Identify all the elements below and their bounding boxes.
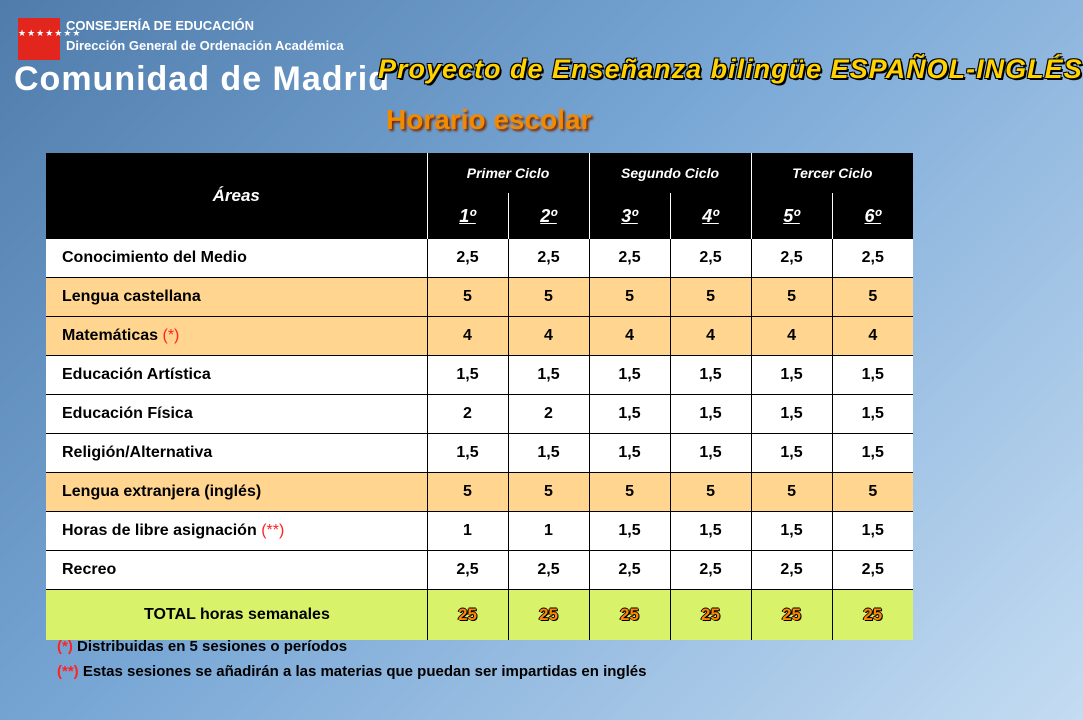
grade-header: 2º bbox=[508, 193, 589, 239]
cycle-header-1: Primer Ciclo bbox=[427, 153, 589, 193]
total-cell bbox=[832, 590, 913, 641]
total-value: 25 bbox=[701, 605, 720, 624]
subject-footnote-mark: (**) bbox=[261, 522, 285, 539]
hours-cell: 2,5 bbox=[670, 239, 751, 278]
hours-cell: 5 bbox=[508, 473, 589, 512]
hours-cell: 2,5 bbox=[751, 239, 832, 278]
hours-cell: 1,5 bbox=[832, 356, 913, 395]
subject-name-cell bbox=[46, 473, 427, 512]
subject-name: Educación Física bbox=[62, 405, 193, 422]
hours-cell: 4 bbox=[589, 317, 670, 356]
subject-footnote-mark: (*) bbox=[162, 327, 180, 344]
project-title: Proyecto de Enseñanza bilingüe ESPAÑOL-INGLÉS bbox=[378, 54, 1083, 84]
total-cell bbox=[751, 590, 832, 641]
hours-cell: 5 bbox=[832, 473, 913, 512]
hours-cell: 1 bbox=[508, 512, 589, 551]
hours-cell: 1,5 bbox=[508, 434, 589, 473]
subject-row bbox=[46, 278, 913, 317]
footnote-text: Estas sesiones se añadirán a las materias que puedan ser impartidas en inglés bbox=[78, 663, 647, 680]
hours-cell: 2 bbox=[427, 395, 508, 434]
hours-cell: 4 bbox=[832, 317, 913, 356]
total-value: 25 bbox=[539, 605, 558, 624]
footnote-1 bbox=[57, 638, 347, 655]
footnote-2 bbox=[57, 663, 646, 680]
grade-header: 1º bbox=[427, 193, 508, 239]
subject-name-cell bbox=[46, 278, 427, 317]
madrid-flag-logo bbox=[18, 18, 82, 60]
subject-name: Religión/Alternativa bbox=[62, 444, 213, 461]
org-line-1: CONSEJERÍA DE EDUCACIÓN bbox=[66, 18, 255, 33]
hours-cell: 5 bbox=[427, 473, 508, 512]
page-title: Horario escolar bbox=[386, 104, 592, 135]
subject-name: Recreo bbox=[62, 561, 117, 578]
schedule-table bbox=[46, 153, 913, 640]
hours-cell: 4 bbox=[508, 317, 589, 356]
subject-name-cell bbox=[46, 395, 427, 434]
subject-row bbox=[46, 317, 913, 356]
total-cell bbox=[508, 590, 589, 641]
subject-name: Conocimiento del Medio bbox=[62, 249, 247, 266]
hours-cell: 1,5 bbox=[751, 395, 832, 434]
total-value: 25 bbox=[458, 605, 477, 624]
subject-name: Matemáticas bbox=[62, 327, 159, 344]
subject-row bbox=[46, 356, 913, 395]
subject-row bbox=[46, 512, 913, 551]
hours-cell: 2,5 bbox=[832, 239, 913, 278]
hours-cell: 5 bbox=[832, 278, 913, 317]
hours-cell: 5 bbox=[751, 278, 832, 317]
grade-header: 6º bbox=[832, 193, 913, 239]
subject-name-cell bbox=[46, 434, 427, 473]
subject-row bbox=[46, 434, 913, 473]
subject-name: Lengua castellana bbox=[62, 288, 201, 305]
hours-cell: 4 bbox=[670, 317, 751, 356]
subject-name-cell bbox=[46, 317, 427, 356]
subject-row bbox=[46, 551, 913, 590]
hours-cell: 2 bbox=[508, 395, 589, 434]
hours-cell: 5 bbox=[751, 473, 832, 512]
total-row bbox=[46, 590, 913, 641]
total-value: 25 bbox=[782, 605, 801, 624]
total-label: TOTAL horas semanales bbox=[46, 590, 427, 641]
subject-name: Educación Artística bbox=[62, 366, 211, 383]
hours-cell: 5 bbox=[508, 278, 589, 317]
total-cell bbox=[670, 590, 751, 641]
hours-cell: 2,5 bbox=[427, 239, 508, 278]
grade-header: 4º bbox=[670, 193, 751, 239]
subject-row bbox=[46, 395, 913, 434]
total-value: 25 bbox=[620, 605, 639, 624]
hours-cell: 1,5 bbox=[589, 434, 670, 473]
footnote-text: Distribuidas en 5 sesiones o períodos bbox=[72, 638, 348, 655]
subject-row bbox=[46, 239, 913, 278]
hours-cell: 5 bbox=[589, 278, 670, 317]
org-line-2: Dirección General de Ordenación Académica bbox=[66, 38, 344, 53]
hours-cell: 1,5 bbox=[751, 434, 832, 473]
hours-cell: 1,5 bbox=[751, 512, 832, 551]
hours-cell: 1,5 bbox=[589, 395, 670, 434]
hours-cell: 1,5 bbox=[589, 356, 670, 395]
community-name: Comunidad de Madrid bbox=[14, 60, 390, 98]
cycle-header-3: Tercer Ciclo bbox=[751, 153, 913, 193]
hours-cell: 2,5 bbox=[589, 239, 670, 278]
hours-cell: 1,5 bbox=[670, 434, 751, 473]
logo-stars: ★★★★★★★ bbox=[18, 28, 82, 38]
grade-header: 5º bbox=[751, 193, 832, 239]
subject-name-cell bbox=[46, 239, 427, 278]
subject-name-cell bbox=[46, 512, 427, 551]
subject-name: Lengua extranjera (inglés) bbox=[62, 483, 262, 500]
hours-cell: 2,5 bbox=[508, 551, 589, 590]
subject-row bbox=[46, 473, 913, 512]
subject-name: Horas de libre asignación bbox=[62, 522, 257, 539]
areas-header: Áreas bbox=[46, 153, 427, 239]
hours-cell: 1,5 bbox=[589, 512, 670, 551]
hours-cell: 1,5 bbox=[670, 512, 751, 551]
hours-cell: 1,5 bbox=[670, 395, 751, 434]
hours-cell: 5 bbox=[427, 278, 508, 317]
hours-cell: 2,5 bbox=[589, 551, 670, 590]
hours-cell: 1,5 bbox=[751, 356, 832, 395]
hours-cell: 5 bbox=[670, 278, 751, 317]
hours-cell: 2,5 bbox=[670, 551, 751, 590]
hours-cell: 1,5 bbox=[427, 356, 508, 395]
total-cell bbox=[589, 590, 670, 641]
hours-cell: 1,5 bbox=[832, 434, 913, 473]
hours-cell: 2,5 bbox=[751, 551, 832, 590]
hours-cell: 1,5 bbox=[508, 356, 589, 395]
hours-cell: 1,5 bbox=[832, 395, 913, 434]
footnote-mark: (*) bbox=[57, 638, 73, 655]
total-value: 25 bbox=[863, 605, 883, 624]
cycle-header-2: Segundo Ciclo bbox=[589, 153, 751, 193]
footnote-mark: (**) bbox=[57, 663, 79, 680]
hours-cell: 2,5 bbox=[508, 239, 589, 278]
hours-cell: 4 bbox=[427, 317, 508, 356]
hours-cell: 1,5 bbox=[670, 356, 751, 395]
hours-cell: 2,5 bbox=[832, 551, 913, 590]
hours-cell: 1,5 bbox=[427, 434, 508, 473]
hours-cell: 5 bbox=[670, 473, 751, 512]
hours-cell: 5 bbox=[589, 473, 670, 512]
hours-cell: 1,5 bbox=[832, 512, 913, 551]
total-cell bbox=[427, 590, 508, 641]
hours-cell: 4 bbox=[751, 317, 832, 356]
subject-name-cell bbox=[46, 551, 427, 590]
hours-cell: 2,5 bbox=[427, 551, 508, 590]
subject-name-cell bbox=[46, 356, 427, 395]
hours-cell: 1 bbox=[427, 512, 508, 551]
grade-header: 3º bbox=[589, 193, 670, 239]
